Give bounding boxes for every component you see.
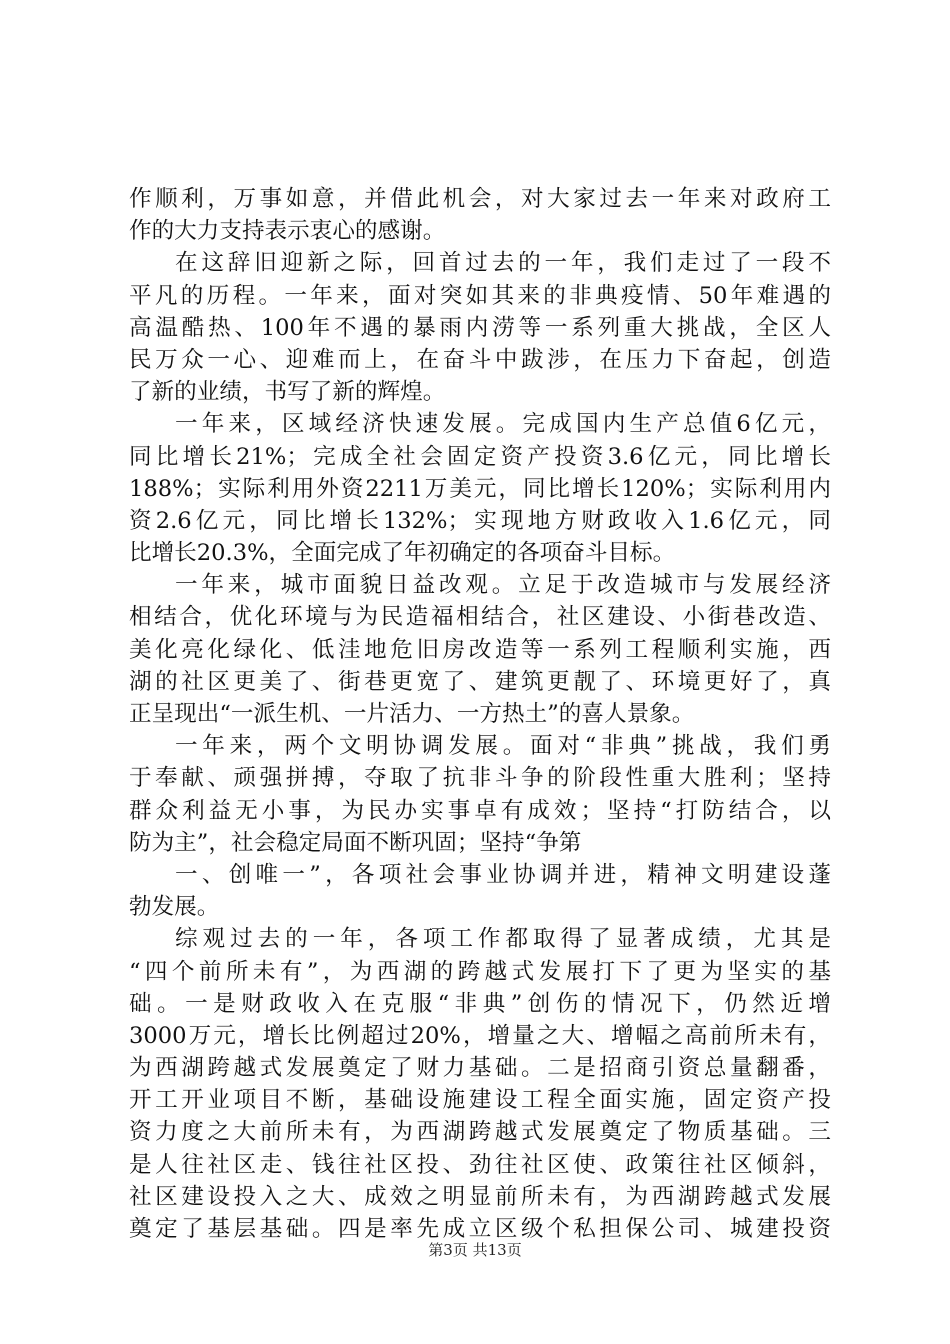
text-line: 开工开业项目不断，基础设施建设工程全面实施，固定资产投 <box>129 1087 831 1114</box>
text-line: “四个前所未有”，为西湖的跨越式发展打下了更为坚实的基 <box>129 958 831 985</box>
text-line: 防为主”，社会稳定局面不断巩固；坚持“争第 <box>129 829 582 856</box>
text-line: 平凡的历程。一年来，面对突如其来的非典疫情、50年难遇的 <box>129 282 831 309</box>
text-line: 一年来，城市面貌日益改观。立足于改造城市与发展经济 <box>175 572 831 599</box>
text-line: 础。一是财政收入在克服“非典”创伤的情况下，仍然近增 <box>129 990 831 1017</box>
text-line: 奠定了基层基础。四是率先成立区级个私担保公司、城建投资 <box>129 1216 831 1242</box>
text-line: 群众利益无小事，为民办实事卓有成效；坚持“打防结合，以 <box>129 797 831 824</box>
text-line: 作的大力支持表示衷心的感谢。 <box>129 218 446 245</box>
text-line: 3000万元，增长比例超过20%，增量之大、增幅之高前所未有， <box>129 1022 831 1049</box>
text-line: 在这辞旧迎新之际，回首过去的一年，我们走过了一段不 <box>175 250 831 277</box>
text-line: 为西湖跨越式发展奠定了财力基础。二是招商引资总量翻番， <box>129 1055 831 1082</box>
text-line: 相结合，优化环境与为民造福相结合，社区建设、小街巷改造、 <box>129 604 831 631</box>
text-line: 正呈现出“一派生机、一片活力、一方热土”的喜人景象。 <box>129 701 695 727</box>
page-number-footer: 第3页 共13页 <box>428 1241 522 1259</box>
text-line: 勃发展。 <box>129 894 220 921</box>
text-line: 一年来，区域经济快速发展。完成国内生产总值6亿元， <box>175 411 831 438</box>
text-line: 高温酷热、100年不遇的暴雨内涝等一系列重大挑战，全区人 <box>129 314 831 341</box>
text-line: 综观过去的一年，各项工作都取得了显著成绩，尤其是 <box>175 926 831 953</box>
text-line: 资力度之大前所未有，为西湖跨越式发展奠定了物质基础。三 <box>129 1119 831 1146</box>
text-line: 作顺利，万事如意，并借此机会，对大家过去一年来对政府工 <box>129 186 831 212</box>
text-line: 资2.6亿元，同比增长132%；实现地方财政收入1.6亿元，同 <box>129 507 831 534</box>
text-line: 一年来，两个文明协调发展。面对“非典”挑战，我们勇 <box>175 733 831 760</box>
text-line: 美化亮化绿化、低洼地危旧房改造等一系列工程顺利实施，西 <box>129 636 831 663</box>
text-line: 民万众一心、迎难而上，在奋斗中跋涉，在压力下奋起，创造 <box>129 346 831 373</box>
text-line: 同比增长21%；完成全社会固定资产投资3.6亿元，同比增长 <box>129 443 831 470</box>
document-body <box>129 183 831 1245</box>
text-line: 188%；实际利用外资2211万美元，同比增长120%；实际利用内 <box>129 475 831 502</box>
text-line: 湖的社区更美了、街巷更宽了、建筑更靓了、环境更好了，真 <box>129 668 831 695</box>
text-line: 社区建设投入之大、成效之明显前所未有，为西湖跨越式发展 <box>129 1183 831 1210</box>
text-line: 是人往社区走、钱往社区投、劲往社区使、政策往社区倾斜， <box>129 1151 831 1178</box>
text-line: 比增长20.3%，全面完成了年初确定的各项奋斗目标。 <box>129 540 676 567</box>
text-line: 了新的业绩，书写了新的辉煌。 <box>129 379 446 406</box>
text-line: 一、创唯一”，各项社会事业协调并进，精神文明建设蓬 <box>175 861 831 888</box>
text-line: 于奉献、顽强拼搏，夺取了抗非斗争的阶段性重大胜利；坚持 <box>129 765 831 792</box>
